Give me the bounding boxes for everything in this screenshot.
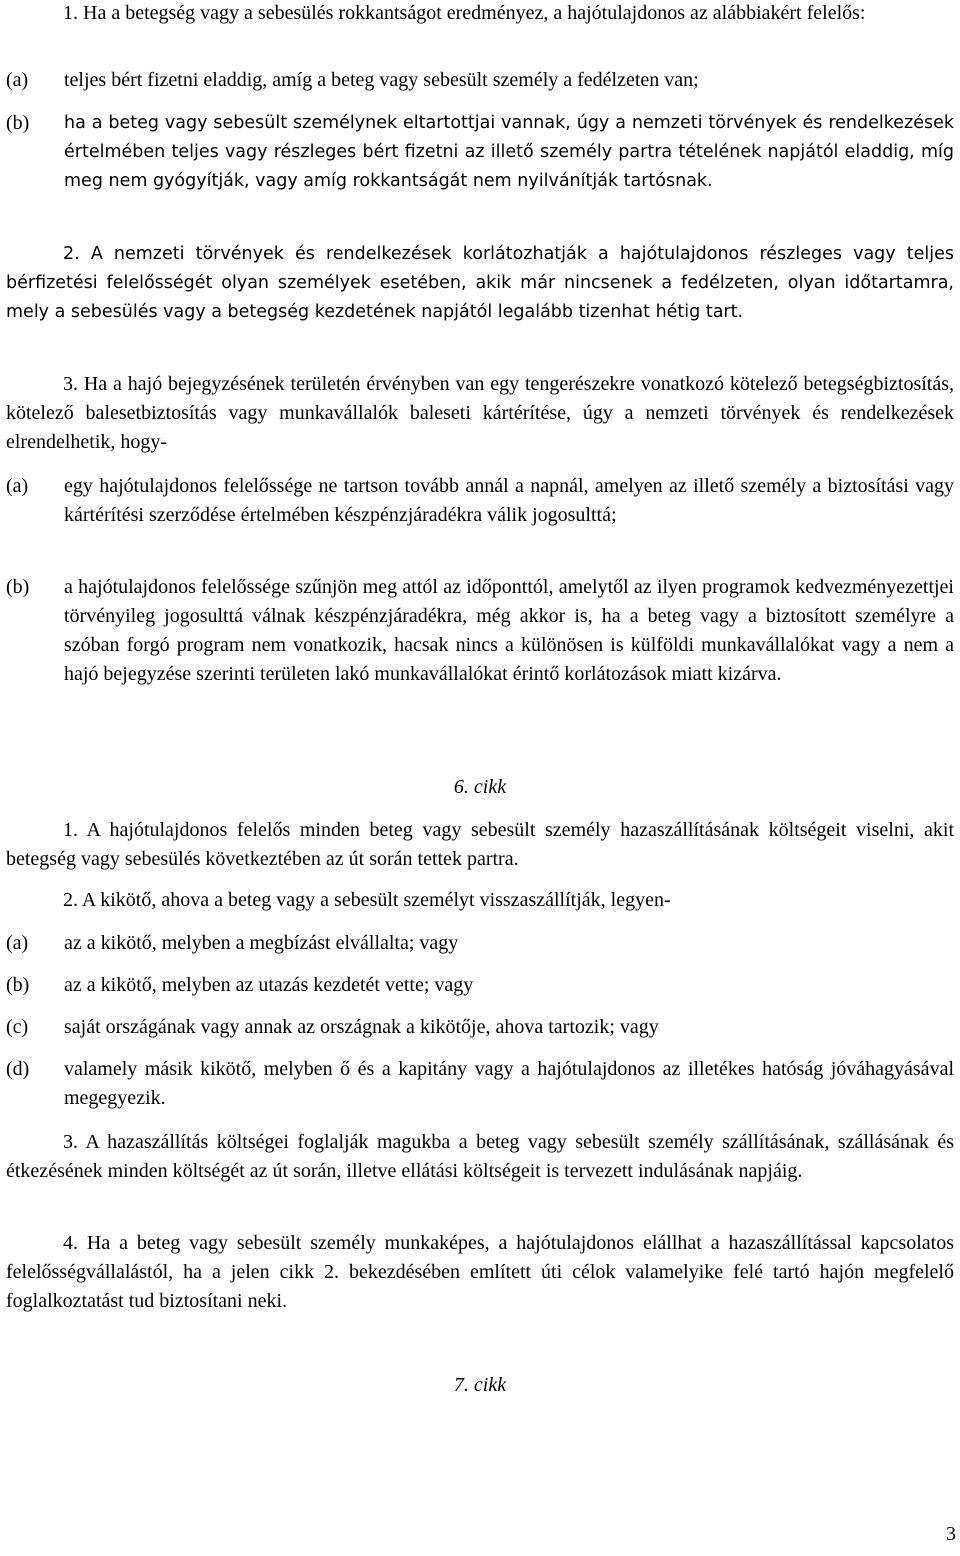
art5-p3-item-b bbox=[6, 573, 954, 689]
article-6-heading: 6. cikk bbox=[453, 776, 507, 798]
art5-p3-item-a bbox=[6, 472, 954, 530]
item-text: az a kikötő, melyben az utazás kezdetét vette; vagy bbox=[64, 974, 474, 996]
item-label: (b) bbox=[6, 112, 30, 134]
item-text: egy hajótulajdonos felelőssége ne tartson tovább annál a napnál, amelyen az illető személy a biztosítási vagy kártérítési szerződése értelmében készpénzjáradékra válik jogosulttá; bbox=[64, 475, 954, 526]
art5-p1-item-a bbox=[6, 66, 954, 95]
page-number: 3 bbox=[946, 1523, 956, 1545]
item-label: (a) bbox=[6, 69, 29, 91]
art5-paragraph-3-intro: 3. Ha a hajó bejegyzésének területén érvényben van egy tengerészekre vonatkozó kötelező betegségbiztosítás, kötelező balesetbiztosítás vagy munkavállalók baleseti kártérítése, úgy a nemzeti törvények és rendelkezések elrendelhetik, hogy- bbox=[6, 373, 954, 453]
item-label: (c) bbox=[6, 1016, 29, 1038]
art6-paragraph-2-intro: 2. A kikötő, ahova a beteg vagy a sebesült személyt visszaszállítják, legyen- bbox=[63, 889, 671, 911]
item-text: az a kikötő, melyben a megbízást elvállalta; vagy bbox=[64, 932, 459, 954]
art5-p1-item-b bbox=[6, 109, 954, 196]
item-text: ha a beteg vagy sebesült személynek eltartottjai vannak, úgy a nemzeti törvények és rendelkezések értelmében teljes vagy részleges bért fizetni az illető személy partra tételének napjától eladdig, míg meg nem gyógyítják, vagy amíg rokkantságát nem nyilvánítják tartósnak. bbox=[64, 113, 954, 191]
art6-paragraph-3: 3. A hazaszállítás költségei foglalják magukba a beteg vagy sebesült személy szállításának, szállásának és étkezésének minden költségét az út során, illetve ellátási költségeit is tervezett indulásának napjáig. bbox=[6, 1131, 954, 1182]
art5-paragraph-1-intro: 1. Ha a betegség vagy a sebesülés rokkantságot eredményez, a hajótulajdonos az alábbiakért felelős: bbox=[63, 2, 866, 24]
item-text: valamely másik kikötő, melyben ő és a kapitány vagy a hajótulajdonos az illetékes hatóság jóváhagyásával megegyezik. bbox=[64, 1058, 954, 1109]
item-text: teljes bért fizetni eladdig, amíg a beteg vagy sebesült személy a fedélzeten van; bbox=[64, 69, 699, 91]
item-label: (a) bbox=[6, 475, 29, 497]
item-label: (a) bbox=[6, 932, 29, 954]
article-7-heading: 7. cikk bbox=[453, 1374, 507, 1396]
art5-paragraph-2: 2. A nemzeti törvények és rendelkezések korlátozhatják a hajótulajdonos részleges vagy teljes bérfizetési felelősségét olyan személyek esetében, akik már nincsenek a fedélzeten, olyan időtartamra, mely a sebesülés vagy a betegség kezdetének napjától legalább tizenhat hétig tart. bbox=[6, 244, 954, 322]
item-label: (b) bbox=[6, 576, 30, 598]
item-label: (d) bbox=[6, 1058, 30, 1080]
art6-paragraph-4: 4. Ha a beteg vagy sebesült személy munkaképes, a hajótulajdonos elállhat a hazaszállítással kapcsolatos felelősségvállalástól, ha a jelen cikk 2. bekezdésében említett úti célok valamelyike felé tartó hajón megfelelő foglalkoztatást tud biztosítani neki. bbox=[6, 1232, 954, 1312]
art6-p2-item-c bbox=[6, 1013, 954, 1042]
item-text: saját országának vagy annak az országnak a kikötője, ahova tartozik; vagy bbox=[64, 1016, 659, 1038]
art6-p2-item-b bbox=[6, 971, 954, 1000]
art6-p2-item-a bbox=[6, 929, 954, 958]
item-label: (b) bbox=[6, 974, 30, 996]
art6-paragraph-1: 1. A hajótulajdonos felelős minden beteg vagy sebesült személy hazaszállításának költségeit viselni, akit betegség vagy sebesülés következtében az út során tettek partra. bbox=[6, 819, 954, 870]
art6-p2-item-d bbox=[6, 1055, 954, 1113]
item-text: a hajótulajdonos felelőssége szűnjön meg attól az időponttól, amelytől az ilyen programok kedvezményezettjei törvényileg jogosulttá válnak készpénzjáradékra, még akkor is, ha a beteg vagy a biztosított személyre a szóban forgó program nem vonatkozik, hacsak nincs a különösen is külföldi munkavállalókat vagy a nem a hajó bejegyzése szerinti területen lakó munkavállalókat érintő korlátozások miatt kizárva. bbox=[64, 576, 954, 685]
